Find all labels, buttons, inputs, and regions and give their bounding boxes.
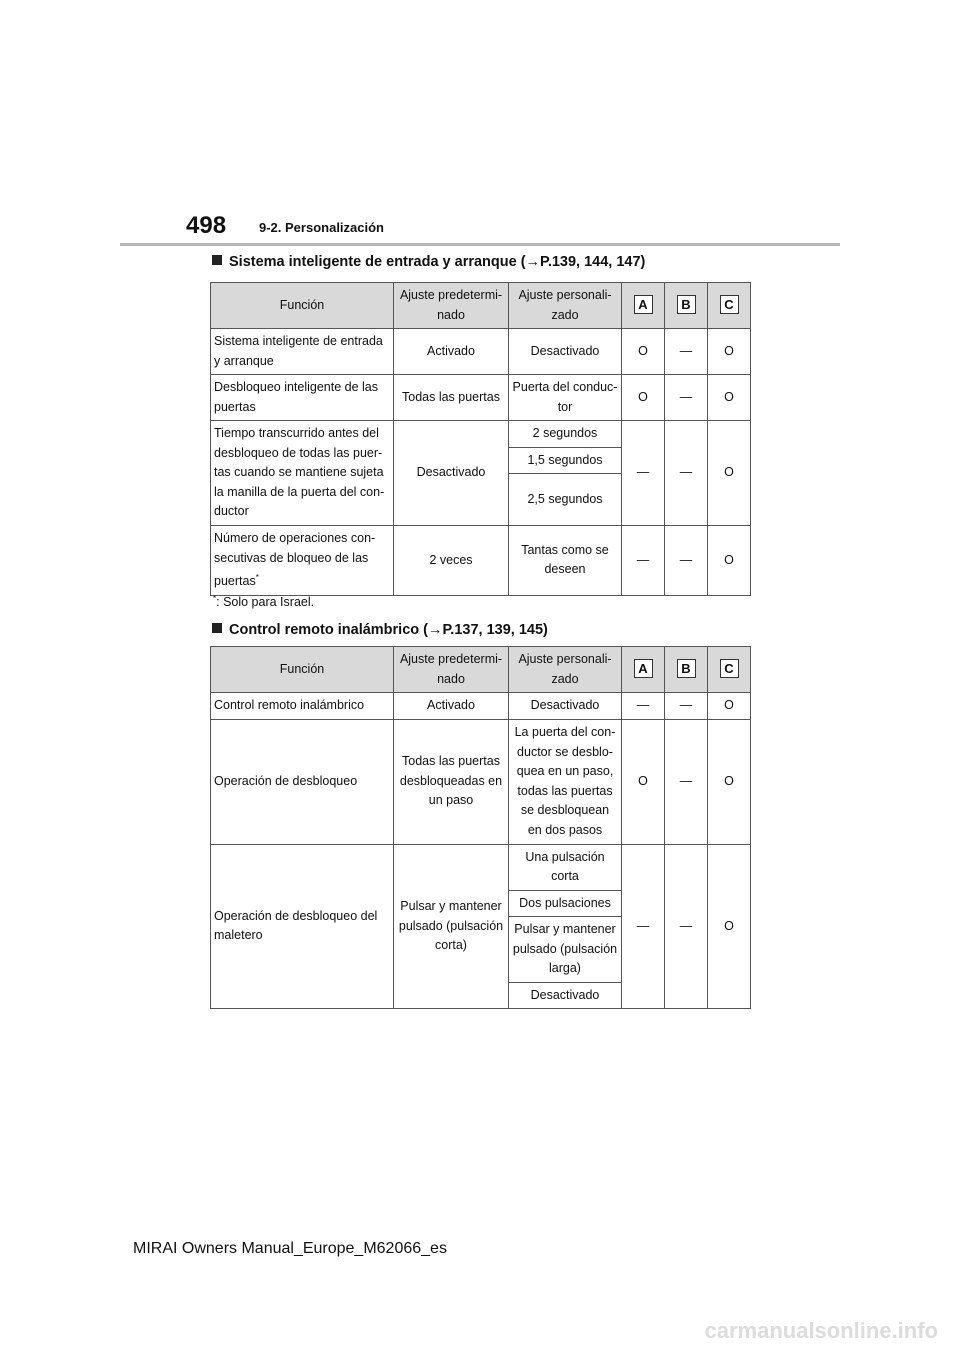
cell-custom-option: Pulsar y mantener pulsado (pulsación larga) — [509, 917, 622, 983]
cell-function: Operación de desbloqueo — [211, 719, 394, 844]
column-header-custom: Ajuste personali- zado — [509, 283, 622, 329]
cell-custom: Desactivado — [509, 329, 622, 375]
cell-a: — — [622, 693, 665, 720]
cell-c: O — [708, 375, 751, 421]
square-bullet-icon — [212, 255, 222, 265]
cell-c: O — [708, 844, 751, 1009]
cell-custom-option: Dos pulsaciones — [509, 890, 622, 917]
cell-a: O — [622, 719, 665, 844]
table-header-row — [211, 647, 751, 693]
cell-function: Sistema inteligente de entrada y arranque — [211, 329, 394, 375]
table-row — [211, 693, 751, 720]
column-header-b: B — [665, 647, 708, 693]
table-row — [211, 844, 751, 890]
cell-c: O — [708, 693, 751, 720]
smart-entry-table — [210, 282, 751, 596]
cell-default: Todas las puertas — [394, 375, 509, 421]
cell-c: O — [708, 421, 751, 526]
cell-function: Desbloqueo inteligente de las puertas — [211, 375, 394, 421]
cell-default: 2 veces — [394, 526, 509, 596]
cell-custom: Tantas como se deseen — [509, 526, 622, 596]
section-heading-smart-entry — [212, 254, 645, 270]
cell-b: — — [665, 329, 708, 375]
cell-a: O — [622, 375, 665, 421]
table-row — [211, 526, 751, 596]
section-heading-remote — [212, 622, 548, 638]
column-header-default: Ajuste predetermi- nado — [394, 283, 509, 329]
cell-a: — — [622, 526, 665, 596]
page-number: 498 — [186, 212, 227, 239]
column-header-b: B — [665, 283, 708, 329]
cell-function: Control remoto inalámbrico — [211, 693, 394, 720]
footnote: *: Solo para Israel. — [213, 594, 315, 610]
column-header-function: Función — [211, 283, 394, 329]
header-rule — [120, 243, 840, 246]
cell-b: — — [665, 421, 708, 526]
table-row — [211, 375, 751, 421]
cell-default: Activado — [394, 693, 509, 720]
square-bullet-icon — [212, 623, 222, 633]
cell-b: — — [665, 375, 708, 421]
footnote-mark: * — [255, 573, 259, 582]
cell-c: O — [708, 329, 751, 375]
cell-a: — — [622, 421, 665, 526]
cell-c: O — [708, 719, 751, 844]
cell-custom: Puerta del conduc- tor — [509, 375, 622, 421]
column-header-c: C — [708, 647, 751, 693]
column-header-a: A — [622, 647, 665, 693]
cell-b: — — [665, 693, 708, 720]
watermark: carmanualsonline.info — [704, 1318, 938, 1343]
cell-a: — — [622, 844, 665, 1009]
cell-custom-option: 1,5 segundos — [509, 447, 622, 474]
cell-c: O — [708, 526, 751, 596]
cell-default: Activado — [394, 329, 509, 375]
cell-function: Tiempo transcurrido antes del desbloqueo de todas las puer- tas cuando se mantiene sujeta la manilla de la puerta del con- ductor — [211, 421, 394, 526]
cell-b: — — [665, 844, 708, 1009]
cell-a: O — [622, 329, 665, 375]
column-header-custom: Ajuste personali- zado — [509, 647, 622, 693]
cell-custom: Desactivado — [509, 693, 622, 720]
cell-custom-option: 2 segundos — [509, 421, 622, 448]
section-title: 9-2. Personalización — [259, 220, 384, 235]
heading-text: Control remoto inalámbrico (→P.137, 139, 145) — [229, 622, 548, 638]
cell-custom-option: 2,5 segundos — [509, 474, 622, 526]
cell-function: Operación de desbloqueo del maletero — [211, 844, 394, 1009]
cell-function: Número de operaciones con- secutivas de bloqueo de las puertas* — [211, 526, 394, 596]
column-header-c: C — [708, 283, 751, 329]
cell-b: — — [665, 719, 708, 844]
column-header-function: Función — [211, 647, 394, 693]
column-header-a: A — [622, 283, 665, 329]
cell-default: Desactivado — [394, 421, 509, 526]
table-row — [211, 719, 751, 844]
cell-custom: La puerta del con- ductor se desblo- quea en un paso, todas las puertas se desbloquean en dos pasos — [509, 719, 622, 844]
table-header-row — [211, 283, 751, 329]
footer: MIRAI Owners Manual_Europe_M62066_es — [133, 1240, 447, 1257]
table-row — [211, 421, 751, 448]
table-row — [211, 329, 751, 375]
cell-b: — — [665, 526, 708, 596]
remote-table — [210, 646, 751, 1009]
cell-custom-option: Una pulsación corta — [509, 844, 622, 890]
cell-custom-option: Desactivado — [509, 982, 622, 1009]
column-header-default: Ajuste predetermi- nado — [394, 647, 509, 693]
cell-default: Pulsar y mantener pulsado (pulsación corta) — [394, 844, 509, 1009]
heading-text: Sistema inteligente de entrada y arranque (→P.139, 144, 147) — [229, 254, 646, 270]
cell-default: Todas las puertas desbloqueadas en un paso — [394, 719, 509, 844]
